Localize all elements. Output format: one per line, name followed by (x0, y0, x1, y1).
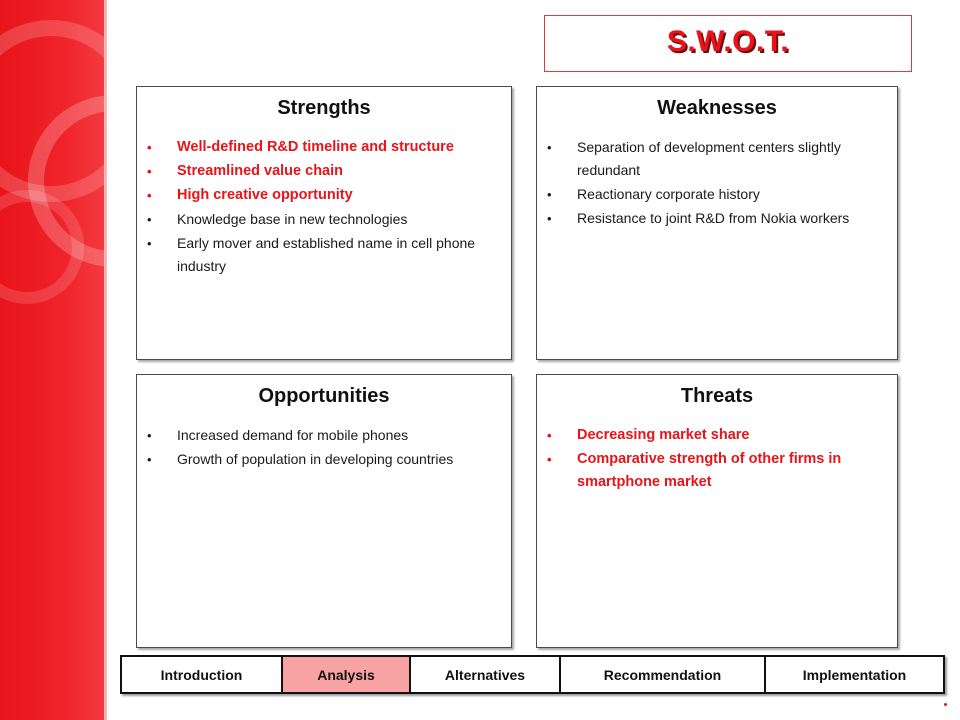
strength-item: • Well-defined R&D timeline and structure (177, 136, 497, 159)
threats-list (537, 424, 883, 494)
strengths-list (137, 136, 497, 278)
weaknesses-heading: Weaknesses (657, 97, 777, 119)
opportunities-panel (136, 374, 512, 648)
strength-item: • Knowledge base in new technologies (177, 208, 497, 231)
decorative-side-band (0, 0, 104, 720)
nav-tab-introduction[interactable]: Introduction (122, 657, 283, 692)
strength-item: • Early mover and established name in cell phone industry (177, 232, 497, 278)
weakness-item: • Resistance to joint R&D from Nokia workers (577, 207, 883, 230)
strength-item: • High creative opportunity (177, 184, 497, 207)
strengths-heading: Strengths (277, 97, 371, 119)
weakness-item: • Reactionary corporate history (577, 183, 883, 206)
section-nav-bar (120, 655, 945, 694)
opportunities-heading: Opportunities (258, 385, 390, 407)
nav-tab-recommendation[interactable]: Recommendation (561, 657, 766, 692)
strength-item: • Streamlined value chain (177, 160, 497, 183)
nav-tab-analysis[interactable]: Analysis (283, 657, 411, 692)
nav-tab-implementation[interactable]: Implementation (766, 657, 943, 692)
threat-item: • Decreasing market share (577, 424, 883, 447)
weakness-item: • Separation of development centers slightly redundant (577, 136, 883, 182)
threats-panel (536, 374, 898, 648)
opportunity-item: • Growth of population in developing countries (177, 448, 497, 471)
nav-tab-alternatives[interactable]: Alternatives (411, 657, 561, 692)
threats-heading: Threats (680, 385, 754, 407)
opportunities-list (137, 424, 497, 471)
strengths-panel (136, 86, 512, 360)
slide-title: S.W.O.T. (666, 25, 790, 58)
threat-item: • Comparative strength of other firms in smartphone market (577, 448, 883, 494)
slide-title-box (544, 15, 912, 72)
weaknesses-list (537, 136, 883, 230)
side-band-edge (104, 0, 107, 720)
corner-dot (944, 703, 947, 706)
opportunity-item: • Increased demand for mobile phones (177, 424, 497, 447)
weaknesses-panel (536, 86, 898, 360)
